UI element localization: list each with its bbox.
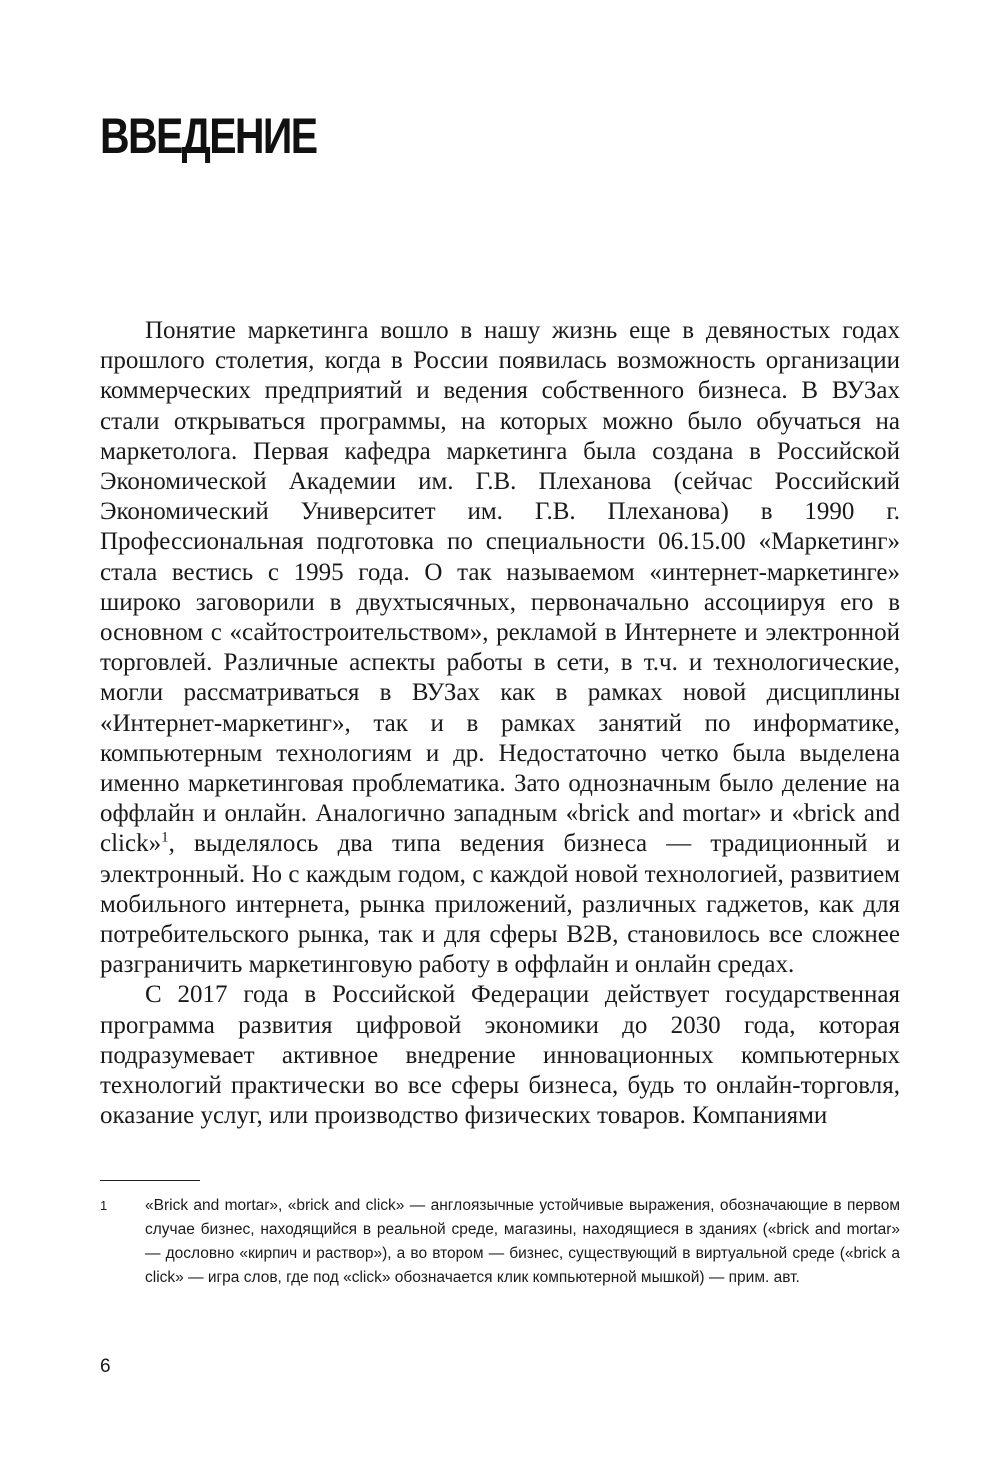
paragraph-2: С 2017 года в Российской Федерации действует государственная программа развития цифровой экономики до 2030 года, которая подразумевает активное внедрение инновационных компьютерных технологий практически во все сферы бизнеса, будь то онлайн-торговля, оказание услуг, или производство физических товаров. Компаниями	[100, 981, 900, 1130]
paragraph-1-continuation: , выделялось два типа ведения бизнеса — традиционный и электронный. Но с каждым годом, с каждой новой технологией, развитием мобильного интернета, рынка приложений, различных гаджетов, как для потребительского рынка, так и для сферы B2B, становилось все сложнее разграничить маркетинговую работу в оффлайн и онлайн средах.	[100, 830, 900, 979]
paragraph-1-text: Понятие маркетинга вошло в нашу жизнь еще в девяностых годах прошлого столетия, когда в России появилась возможность организации коммерческих предприятий и ведения собственного бизнеса. В ВУЗах стали открываться программы, на которых можно было обучаться на маркетолога. Первая кафедра маркетинга была создана в Российской Экономической Академии им. Г.В. Плеханова (сейчас Российский Экономический Университет им. Г.В. Плеханова) в 1990 г. Профессиональная подготовка по специальности 06.15.00 «Маркетинг» стала вестись с 1995 года. О так называемом «интернет-маркетинге» широко заговорили в двухтысячных, первоначально ассоциируя его в основном с «сайтостроительством», рекламой в Интернете и электронной торговлей. Различные аспекты работы в сети, в т.ч. и технологические, могли рассматриваться в ВУЗах как в рамках новой дисциплины «Интернет-маркетинг», так и в рамках занятий по информатике, компьютерным технологиям и др. Недостаточно четко была выделена именно маркетинговая проблематика. Зато однозначным было деление на оффлайн и онлайн. Аналогично западным «brick and mortar» и «brick and click»	[100, 317, 900, 858]
footnote-number: 1	[100, 1198, 108, 1213]
body-text	[100, 316, 900, 1131]
footnote-reference[interactable]: 1	[161, 830, 169, 847]
footnote-divider	[100, 1180, 200, 1181]
page-number: 6	[100, 1356, 111, 1377]
chapter-title: ВВЕДЕНИЕ	[100, 108, 317, 164]
footnote-text: «Brick and mortar», «brick and click» — англоязычные устойчивые выражения, обозначающие в первом случае бизнес, находящийся в реальной среде, магазины, находящиеся в зданиях («brick and mortar» — дословно «кирпич и раствор»), а во втором — бизнес, существующий в виртуальной среде («brick a click» — игра слов, где под «click» обозначается клик компьютерной мышкой) — прим. авт.	[145, 1197, 900, 1286]
paragraph-1	[100, 316, 900, 980]
footnote	[100, 1194, 900, 1290]
